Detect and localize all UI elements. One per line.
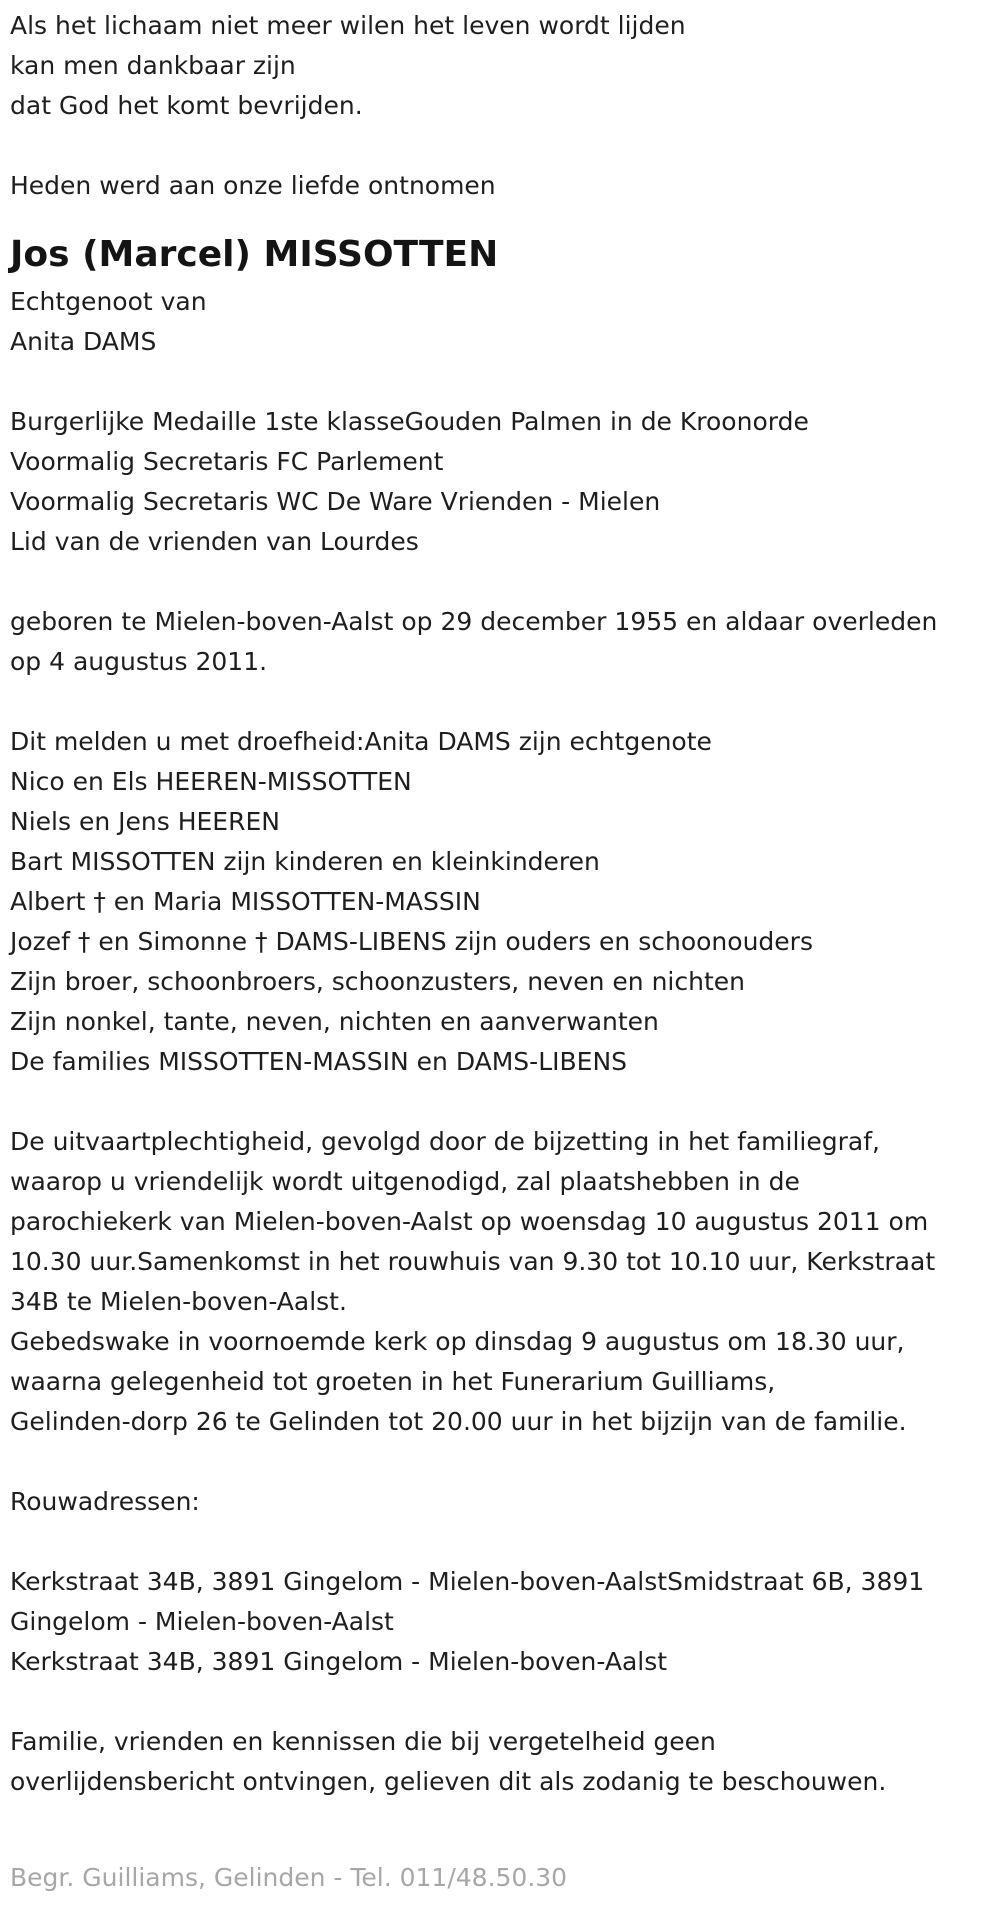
funeral-line: 10.30 uur.Samenkomst in het rouwhuis van 9.30 tot 10.10 uur, Kerkstraat <box>10 1247 936 1276</box>
birth-death-line: op 4 augustus 2011. <box>10 647 268 676</box>
funeral-block <box>10 1122 990 1442</box>
birth-death-block <box>10 602 990 682</box>
family-block <box>10 722 990 1082</box>
funeral-home-footer: Begr. Guilliams, Gelinden - Tel. 011/48.50.30 <box>10 1863 568 1892</box>
honor-line: Lid van de vrienden van Lourdes <box>10 527 419 556</box>
closing-line: overlijdensbericht ontvingen, gelieven dit als zodanig te beschouwen. <box>10 1767 887 1796</box>
poem-line: Als het lichaam niet meer wilen het leven wordt lijden <box>10 11 686 40</box>
honors-block <box>10 402 990 562</box>
family-line: Niels en Jens HEEREN <box>10 807 280 836</box>
birth-death-line: geboren te Mielen-boven-Aalst op 29 december 1955 en aldaar overleden <box>10 607 938 636</box>
honor-line: Burgerlijke Medaille 1ste klasseGouden Palmen in de Kroonorde <box>10 407 809 436</box>
family-line: De families MISSOTTEN-MASSIN en DAMS-LIBENS <box>10 1047 628 1076</box>
address-line: Gingelom - Mielen-boven-Aalst <box>10 1607 394 1636</box>
poem-line: dat God het komt bevrijden. <box>10 91 363 120</box>
closing-line: Familie, vrienden en kennissen die bij vergetelheid geen <box>10 1727 716 1756</box>
spouse-line: Echtgenoot van <box>10 287 207 316</box>
funeral-line: waarop u vriendelijk wordt uitgenodigd, zal plaatshebben in de <box>10 1167 800 1196</box>
spouse-block <box>10 282 990 362</box>
funeral-line: Gebedswake in voornoemde kerk op dinsdag 9 augustus om 18.30 uur, <box>10 1327 905 1356</box>
funeral-line: parochiekerk van Mielen-boven-Aalst op woensdag 10 augustus 2011 om <box>10 1207 929 1236</box>
intro-text: Heden werd aan onze liefde ontnomen <box>10 171 496 200</box>
funeral-line: De uitvaartplechtigheid, gevolgd door de bijzetting in het familiegraf, <box>10 1127 880 1156</box>
address-line: Kerkstraat 34B, 3891 Gingelom - Mielen-boven-Aalst <box>10 1647 668 1676</box>
poem <box>10 6 990 126</box>
family-line: Zijn nonkel, tante, neven, nichten en aanverwanten <box>10 1007 659 1036</box>
address-line: Kerkstraat 34B, 3891 Gingelom - Mielen-boven-AalstSmidstraat 6B, 3891 <box>10 1567 925 1596</box>
funeral-line: Gelinden-dorp 26 te Gelinden tot 20.00 uur in het bijzijn van de familie. <box>10 1407 907 1436</box>
poem-line: kan men dankbaar zijn <box>10 51 296 80</box>
deceased-name: Jos (Marcel) MISSOTTEN <box>10 234 499 275</box>
honor-line: Voormalig Secretaris FC Parlement <box>10 447 444 476</box>
addresses-block <box>10 1562 990 1682</box>
funeral-line: 34B te Mielen-boven-Aalst. <box>10 1287 347 1316</box>
spouse-line: Anita DAMS <box>10 327 157 356</box>
family-line: Bart MISSOTTEN zijn kinderen en kleinkinderen <box>10 847 600 876</box>
family-line: Dit melden u met droefheid:Anita DAMS zijn echtgenote <box>10 727 712 756</box>
funeral-line: waarna gelegenheid tot groeten in het Funerarium Guilliams, <box>10 1367 776 1396</box>
closing-block <box>10 1722 990 1802</box>
family-line: Albert † en Maria MISSOTTEN-MASSIN <box>10 887 481 916</box>
family-line: Nico en Els HEEREN-MISSOTTEN <box>10 767 412 796</box>
addresses-label: Rouwadressen: <box>10 1487 200 1516</box>
family-line: Jozef † en Simonne † DAMS-LIBENS zijn ouders en schoonouders <box>10 927 813 956</box>
honor-line: Voormalig Secretaris WC De Ware Vrienden - Mielen <box>10 487 661 516</box>
family-line: Zijn broer, schoonbroers, schoonzusters, neven en nichten <box>10 967 745 996</box>
